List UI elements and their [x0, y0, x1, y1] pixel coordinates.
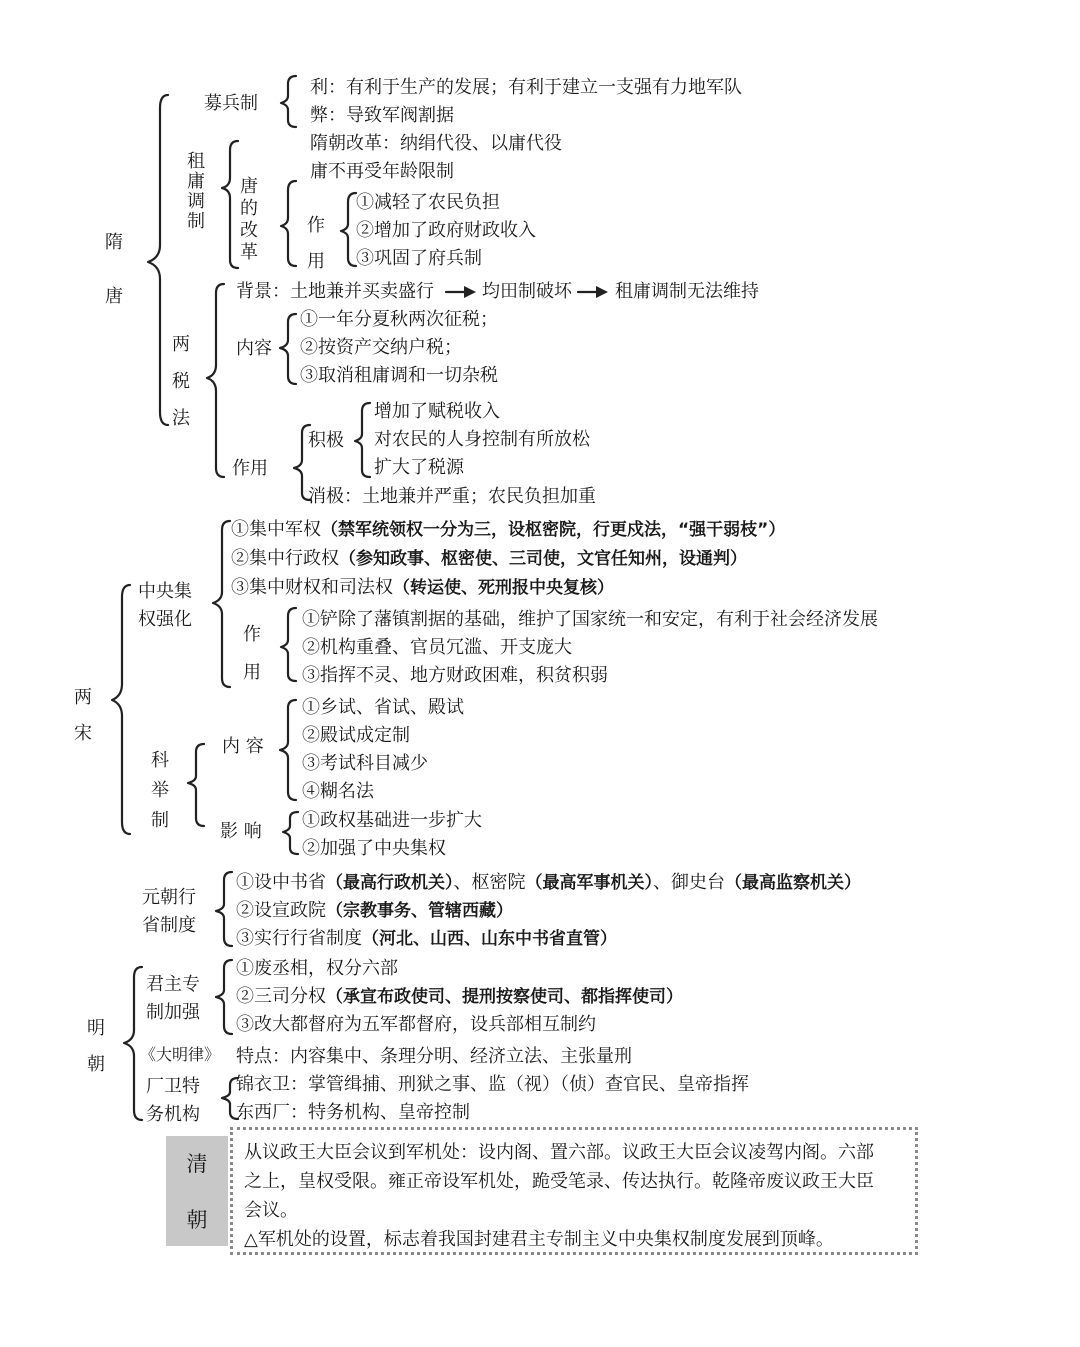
yuan-label: 元朝行 省制度 — [142, 887, 196, 936]
mubing-label: 募兵制 — [204, 93, 258, 114]
centralization-label: 中央集 权强化 — [138, 581, 192, 630]
song-effect-3: ③指挥不灵、地方财政困难，积贫积弱 — [302, 665, 608, 686]
mubing-cons: 弊：导致军阀割据 — [310, 105, 454, 126]
tang-reform-label: 唐 的 改 革 — [240, 176, 258, 263]
zuyongdiao-label: 租 庸 调 制 — [187, 151, 205, 232]
ls-positive-1: 增加了赋税收入 — [374, 401, 500, 422]
ls-background-step-2: 均田制破坏 — [482, 281, 572, 302]
qing-text: 从议政王大臣会议到军机处：设内阁、置六部。议政王大臣会议凌驾内阁。六部 之上，皇权受限。雍正帝设军机处，跪受笔录、传达执行。乾隆帝废议政王大臣 会议。 △军机处的设置，标志着我国封建君主专制主义中央集权制度发展到顶峰。 — [244, 1142, 874, 1250]
yuan-item-1: ①设中书省（最高行政机关）、枢密院（最高军事机关）、御史台（最高监察机关） — [236, 872, 861, 893]
arrow-head-icon — [464, 286, 476, 298]
daminglu-label: 《大明律》 — [140, 1045, 221, 1064]
ls-positive-2: 对农民的人身控制有所放松 — [374, 429, 590, 450]
ls-background-prefix: 背景： — [236, 281, 290, 302]
autocracy-label: 君主专 制加强 — [146, 974, 200, 1023]
ls-positive-label: 积极 — [308, 430, 344, 451]
yuan-item-2: ②设宣政院（宗教事务、管辖西藏） — [236, 900, 513, 921]
changwei-item-1: 锦衣卫：掌管缉捕、刑狱之事、监（视）（侦）查官民、皇帝指挥 — [236, 1074, 749, 1095]
keju-content-4: ④糊名法 — [302, 781, 374, 802]
mubing-pros: 利：有利于生产的发展；有利于建立一支强有力地军队 — [310, 77, 742, 98]
central-item-2: ②集中行政权（参知政事、枢密使、三司使，文官任知州，设通判） — [231, 548, 747, 569]
qing-label: 清 朝 — [166, 1136, 228, 1246]
keju-label: 科 举 制 — [151, 750, 169, 831]
tang-effect-label: 作 用 — [307, 215, 325, 272]
tang-effect-2: ②增加了政府财政收入 — [356, 220, 536, 241]
daminglu-text: 特点：内容集中、条理分明、经济立法、主张量刑 — [236, 1046, 632, 1067]
ls-background-step-3: 租庸调制无法维持 — [615, 281, 759, 302]
changwei-item-2: 东西厂：特务机构、皇帝控制 — [236, 1102, 470, 1123]
keju-content-3: ③考试科目减少 — [302, 753, 428, 774]
keju-impact-1: ①政权基础进一步扩大 — [302, 810, 482, 831]
ls-background-step-1: 土地兼并买卖盛行 — [290, 281, 434, 302]
liangshui-label: 两 税 法 — [172, 334, 190, 429]
keju-content-2: ②殿试成定制 — [302, 725, 410, 746]
keju-impact-label: 影 响 — [220, 821, 262, 842]
keju-content-label: 内 容 — [222, 736, 264, 757]
ls-content-3: ③取消租庸调和一切杂税 — [300, 365, 498, 386]
arrow-head-icon — [596, 286, 608, 298]
tang-effect-3: ③巩固了府兵制 — [356, 248, 482, 269]
song-effect-label: 作 用 — [243, 624, 261, 683]
autocracy-item-3: ③改大都督府为五军都督府，设兵部相互制约 — [236, 1014, 596, 1035]
yuan-item-3: ③实行行省制度（河北、山西、山东中书省直管） — [236, 928, 617, 949]
autocracy-item-2: ②三司分权（承宣布政使司、提刑按察使司、都指挥使司） — [236, 986, 683, 1007]
ls-effect-label: 作用 — [232, 458, 268, 479]
central-item-1: ①集中军权（禁军统领权一分为三，设枢密院，行更戍法，“强干弱枝”） — [231, 519, 786, 540]
song-effect-2: ②机构重叠、官员冗滥、开支庞大 — [302, 637, 572, 658]
ls-positive-3: 扩大了税源 — [374, 457, 464, 478]
sui-reform: 隋朝改革：纳绢代役、以庸代役 — [310, 133, 562, 154]
changwei-label: 厂卫特 务机构 — [146, 1076, 200, 1125]
ls-content-1: ①一年分夏秋两次征税； — [300, 309, 498, 330]
autocracy-item-1: ①废丞相，权分六部 — [236, 958, 398, 979]
tang-reform-item: 庸不再受年龄限制 — [310, 161, 454, 182]
ls-content-label: 内容 — [236, 338, 272, 359]
ming-label: 明 朝 — [87, 1018, 105, 1075]
liang-song-label: 两 宋 — [74, 687, 92, 744]
keju-impact-2: ②加强了中央集权 — [302, 838, 446, 859]
tang-effect-1: ①减轻了农民负担 — [356, 192, 500, 213]
ls-negative: 消极：土地兼并严重；农民负担加重 — [308, 486, 596, 507]
keju-content-1: ①乡试、省试、殿试 — [302, 697, 464, 718]
central-item-3: ③集中财权和司法权（转运使、死刑报中央复核） — [231, 577, 614, 598]
sui-tang-label: 隋 唐 — [105, 232, 123, 307]
song-effect-1: ①铲除了藩镇割据的基础，维护了国家统一和安定，有利于社会经济发展 — [302, 609, 878, 630]
ls-content-2: ②按资产交纳户税； — [300, 337, 462, 358]
